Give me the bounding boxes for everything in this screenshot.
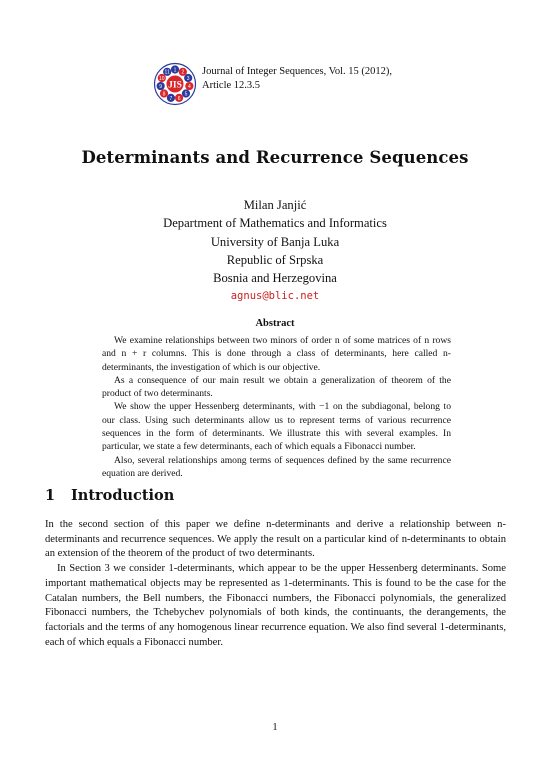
author-university: University of Banja Luka <box>210 234 340 249</box>
logo-dot-number: 8 <box>162 91 166 98</box>
author-name: Milan Janjić <box>243 198 307 212</box>
abstract-body <box>102 334 451 480</box>
abstract-heading: Abstract <box>255 318 295 329</box>
logo-dot-number: 11 <box>164 69 170 76</box>
logo-dot-number: 7 <box>169 95 173 102</box>
logo-dot-number: 5 <box>184 91 188 98</box>
body-text <box>45 518 506 650</box>
body-paragraph: In Section 3 we consider 1-determinants, which appear to be the upper Hessenberg determinants. Some important mathematical objects may be represented as 1-determinants. This is found to be the case for the Catalan numbers, the Bell numbers, the Fibonacci numbers, the Fibonacci polynomials, the generalized Fibonacci numbers, the Tchebychev polynomials of both kinds, the continuants, the derangements, the factorials and the terms of any homogenous linear recurrence equation. We also find several 1-determinants, each of which equals a Fibonacci number. <box>45 563 506 648</box>
abstract-paragraph: As a consequence of our main result we obtain a generalization of theorem of the product of two determinants. <box>102 374 451 400</box>
journal-header <box>153 62 392 106</box>
author-block <box>0 196 550 306</box>
logo-text: JIS <box>168 80 182 91</box>
logo-dot-number: 3 <box>186 75 190 82</box>
page-number: 1 <box>272 722 278 733</box>
logo-dot-number: 2 <box>181 69 185 76</box>
logo-dot-number: 1 <box>173 67 177 74</box>
paper-title: Determinants and Recurrence Sequences <box>81 148 469 167</box>
body-paragraph: In the second section of this paper we define n-determinants and derive a relationship between n-determinants and recurrence sequences. We apply the result on a particular kind of n-determinants to obtain an extension of the theorem of the product of two determinants. <box>45 519 506 560</box>
author-region: Republic of Srpska <box>226 252 324 267</box>
abstract-paragraph: Also, several relationships among terms of sequences defined by the same recurrence equation are derived. <box>102 454 451 479</box>
logo-dot-number: 10 <box>159 75 165 82</box>
section-heading <box>45 487 174 504</box>
journal-line-1: Journal of Integer Sequences, Vol. 15 (2012), <box>202 66 393 77</box>
logo-dot-number: 4 <box>187 83 191 90</box>
journal-line-2: Article 12.3.5 <box>202 80 261 91</box>
logo-dot-number: 6 <box>177 95 181 102</box>
abstract-paragraph: We show the upper Hessenberg determinants, with −1 on the subdiagonal, belong to our class. Using such determinants allow us to represent terms of various recurrence sequences in the form of determinants. We illustrate this with several examples. In particular, we state a few determinants, each of which equals a Fibonacci number. <box>102 401 451 453</box>
logo-dot-number: 9 <box>159 83 163 90</box>
author-email-link[interactable]: agnus@blic.net <box>230 290 320 303</box>
jis-logo-icon <box>153 62 197 106</box>
section-number: 1 <box>45 487 56 504</box>
abstract-paragraph: We examine relationships between two minors of order n of some matrices of n rows and n + r columns. This is done through a class of determinants, here called n-determinants, the investigation of which is our objective. <box>102 335 451 373</box>
author-department: Department of Mathematics and Informatics <box>163 216 387 231</box>
section-title: Introduction <box>71 487 175 504</box>
author-country: Bosnia and Herzegovina <box>213 271 337 286</box>
